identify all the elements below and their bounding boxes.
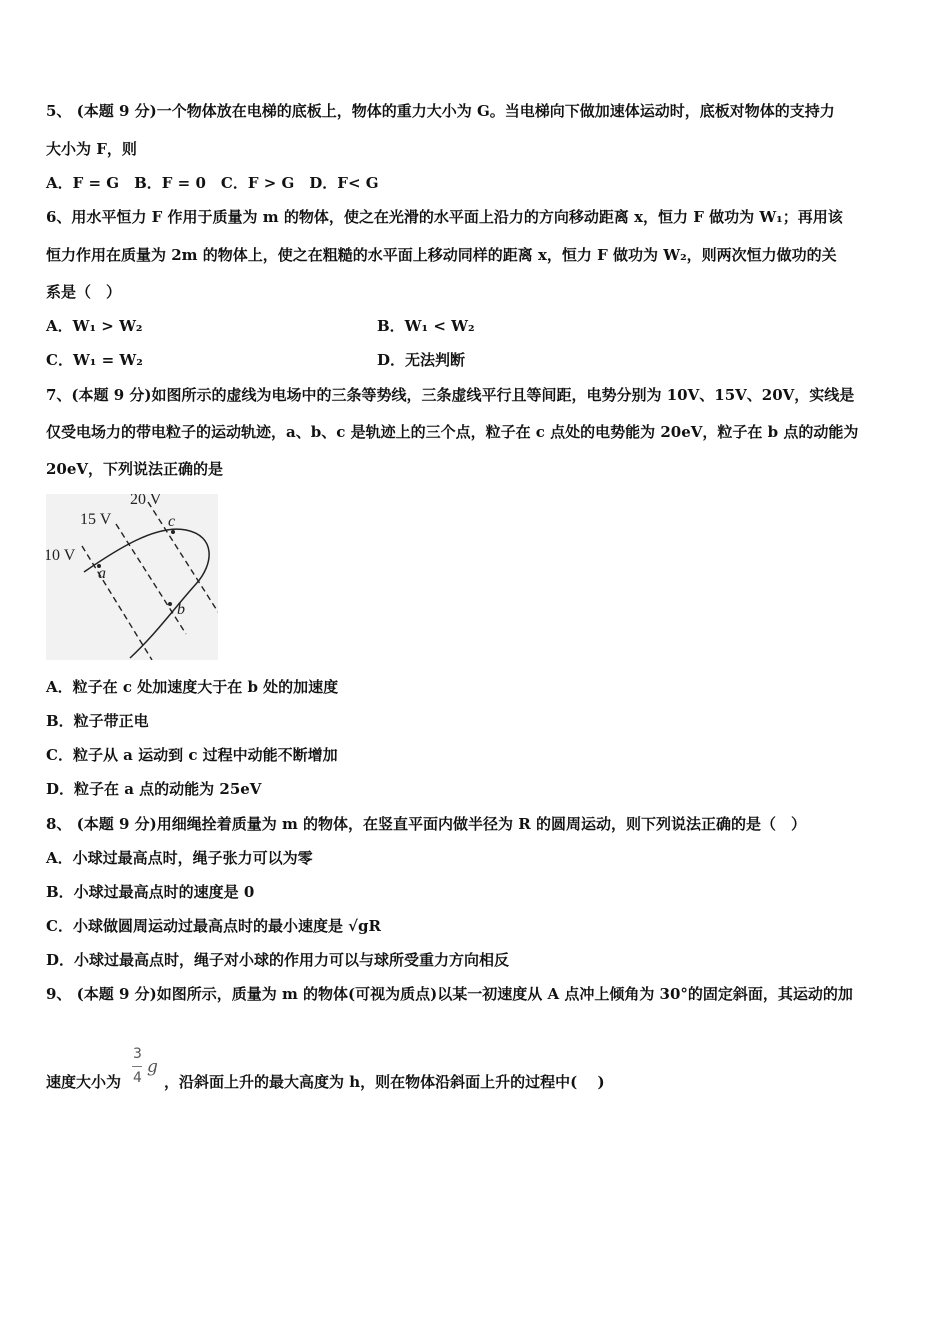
point-b-marker (168, 602, 172, 606)
q8-option-a: A．小球过最高点时，绳子张力可以为零 (46, 849, 313, 867)
q7-text-line1: 7、(本题 9 分)如图所示的虚线为电场中的三条等势线，三条虚线平行且等间距，电势分别为 10V、15V、20V，实线是 (46, 386, 855, 404)
q7-text-line3: 20eV，下列说法正确的是 (46, 460, 224, 478)
q6-option-b: B．W₁ < W₂ (377, 317, 475, 335)
q6-option-a: A．W₁ > W₂ (46, 317, 143, 335)
label-20v: 20 V (130, 494, 162, 508)
q8-option-c: C．小球做圆周运动过最高点时的最小速度是 √gR (46, 917, 381, 935)
label-b: b (177, 601, 185, 618)
figure-background (46, 494, 218, 660)
q5-text-line2: 大小为 F，则 (46, 140, 137, 158)
q7-option-b: B．粒子带正电 (46, 712, 149, 730)
q8-text-line1: 8、 (本题 9 分)用细绳拴着质量为 m 的物体，在竖直平面内做半径为 R 的圆周运动，则下列说法正确的是（ ） (46, 815, 806, 833)
q7-option-a: A．粒子在 c 处加速度大于在 b 处的加速度 (46, 678, 339, 696)
q5-options: A．F = G B．F = 0 C．F > G D．F< G (46, 174, 379, 192)
q6-option-c: C．W₁ = W₂ (46, 351, 143, 369)
q6-text-line1: 6、用水平恒力 F 作用于质量为 m 的物体，使之在光滑的水平面上沿力的方向移动距离 x，恒力 F 做功为 W₁；再用该 (46, 208, 843, 226)
label-c: c (168, 513, 176, 530)
label-10v: 10 V (46, 547, 76, 564)
q6-text-line2: 恒力作用在质量为 2m 的物体上，使之在粗糙的水平面上移动同样的距离 x，恒力 F 做功为 W₂，则两次恒力做功的关 (46, 246, 837, 264)
fraction-bar (132, 1066, 142, 1067)
label-15v: 15 V (80, 511, 112, 528)
q9-text-line2-post: ，沿斜面上升的最大高度为 h，则在物体沿斜面上升的过程中( ) (164, 1073, 605, 1091)
label-a: a (98, 565, 106, 582)
point-c-marker (171, 530, 175, 534)
fraction-numerator: 3 (133, 1046, 142, 1062)
q7-option-d: D．粒子在 a 点的动能为 25eV (46, 780, 262, 798)
fraction-denominator: 4 (133, 1070, 142, 1086)
q9-text-line1: 9、 (本题 9 分)如图所示，质量为 m 的物体(可视为质点)以某一初速度从 A 点冲上倾角为 30°的固定斜面，其运动的加 (46, 985, 853, 1003)
q7-option-c: C．粒子从 a 运动到 c 过程中动能不断增加 (46, 746, 338, 764)
q6-option-d: D．无法判断 (377, 351, 466, 369)
q7-text-line2: 仅受电场力的带电粒子的运动轨迹，a、b、c 是轨迹上的三个点，粒子在 c 点处的电势能为 20eV，粒子在 b 点的动能为 (46, 423, 859, 441)
q8-option-d: D．小球过最高点时，绳子对小球的作用力可以与球所受重力方向相反 (46, 951, 510, 969)
q8-option-b: B．小球过最高点时的速度是 0 (46, 883, 255, 901)
fraction-variable: g (147, 1057, 158, 1077)
q5-text-line1: 5、 (本题 9 分)一个物体放在电梯的底板上，物体的重力大小为 G。当电梯向下做加速体运动时，底板对物体的支持力 (46, 102, 835, 120)
q9-text-line2-pre: 速度大小为 (46, 1073, 122, 1091)
q6-text-line3: 系是（ ） (46, 283, 122, 301)
equipotential-diagram (46, 494, 218, 660)
equipotential-figure (46, 494, 218, 660)
